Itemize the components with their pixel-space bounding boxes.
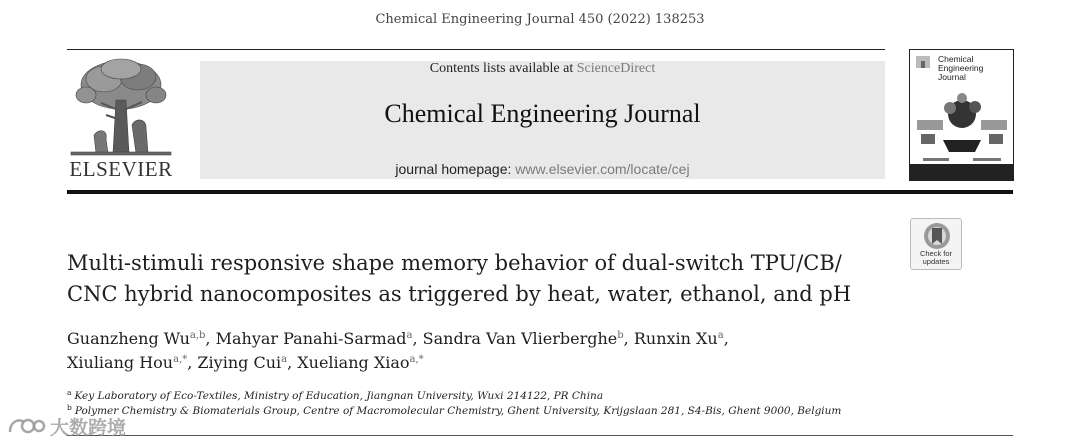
cover-title: [938, 55, 1012, 82]
author-separator: ,: [723, 329, 729, 348]
logo-mark-icon: [6, 414, 46, 438]
affiliation-item: [67, 404, 967, 419]
author-affil-sup[interactable]: a,*: [173, 354, 188, 365]
header-rule: [67, 49, 885, 50]
author-affil-sup[interactable]: a: [281, 354, 288, 365]
sciencedirect-link[interactable]: ScienceDirect: [576, 61, 656, 76]
affiliation-text: Polymer Chemistry & Biomaterials Group, Centre of Macromolecular Chemistry, Ghent University, Krijgslaan 281, S4-Bis, Ghent 9000, Belgium: [74, 404, 842, 417]
check-for-updates-badge[interactable]: [910, 218, 962, 270]
author-separator: ,: [187, 353, 198, 372]
affiliation-label: a: [67, 388, 72, 397]
bookmark-icon: [923, 222, 951, 250]
cover-title-line1: Chemical: [938, 54, 974, 64]
homepage-prefix: journal homepage:: [395, 161, 516, 177]
author-name[interactable]: Ziying Cui: [197, 353, 282, 372]
footer-rule: [67, 435, 1013, 436]
article-title-line1: Multi-stimuli responsive shape memory behavior of dual-switch TPU/CB/: [67, 251, 842, 275]
author-separator: ,: [412, 329, 423, 348]
author-affil-sup[interactable]: a,b: [189, 330, 206, 341]
author-line2: [67, 351, 887, 375]
contents-availability: [200, 61, 885, 77]
author-name[interactable]: Runxin Xu: [633, 329, 718, 348]
contents-prefix: Contents lists available at: [429, 61, 577, 76]
author-name[interactable]: Sandra Van Vlierberghe: [422, 329, 618, 348]
author-affil-sup[interactable]: a,*: [409, 354, 424, 365]
affiliations: [67, 389, 967, 418]
journal-title: Chemical Engineering Journal: [384, 99, 701, 128]
affiliation-text: Key Laboratory of Eco-Textiles, Ministry of Education, Jiangnan University, Wuxi 214122, PR China: [74, 390, 604, 402]
author-separator: ,: [287, 353, 298, 372]
cover-graphic: [913, 88, 1011, 166]
check-line1: Check for: [919, 249, 953, 258]
cover-title-line3: Journal: [938, 72, 966, 82]
elsevier-wordmark: ELSEVIER: [69, 157, 173, 181]
author-name[interactable]: Guanzheng Wu: [67, 329, 190, 348]
affiliation-label: b: [67, 402, 72, 412]
elsevier-tree-icon: [66, 55, 176, 160]
author-list: [67, 327, 887, 375]
running-head: Chemical Engineering Journal 450 (2022) 138253: [375, 12, 705, 27]
affiliation-item: [67, 389, 967, 404]
check-line2: updates: [922, 257, 950, 266]
cover-title-line2: Engineering: [938, 63, 984, 73]
elsevier-logo[interactable]: [66, 55, 176, 182]
author-affil-sup[interactable]: a: [406, 330, 413, 341]
masthead-rule: [67, 190, 1013, 194]
journal-homepage: [200, 161, 885, 177]
author-separator: ,: [205, 329, 216, 348]
author-affil-sup[interactable]: b: [617, 330, 624, 341]
check-for-updates-label: [911, 250, 961, 266]
article-title-line2: CNC hybrid nanocomposites as triggered by heat, water, ethanol, and pH: [67, 282, 852, 306]
author-affil-sup[interactable]: a: [717, 330, 724, 341]
homepage-link[interactable]: www.elsevier.com/locate/cej: [515, 161, 690, 177]
cover-footer-band: [910, 164, 1013, 180]
elsevier-mini-icon: [915, 55, 931, 69]
author-line1: [67, 327, 887, 351]
journal-banner: [200, 61, 885, 179]
author-separator: ,: [623, 329, 634, 348]
journal-cover[interactable]: [909, 49, 1014, 181]
watermark-text: 大数跨境: [50, 417, 127, 439]
article-title: [67, 248, 897, 310]
author-name[interactable]: Mahyar Panahi-Sarmad: [215, 329, 407, 348]
author-name[interactable]: Xueliang Xiao: [297, 353, 410, 372]
author-name[interactable]: Xiuliang Hou: [67, 353, 174, 372]
